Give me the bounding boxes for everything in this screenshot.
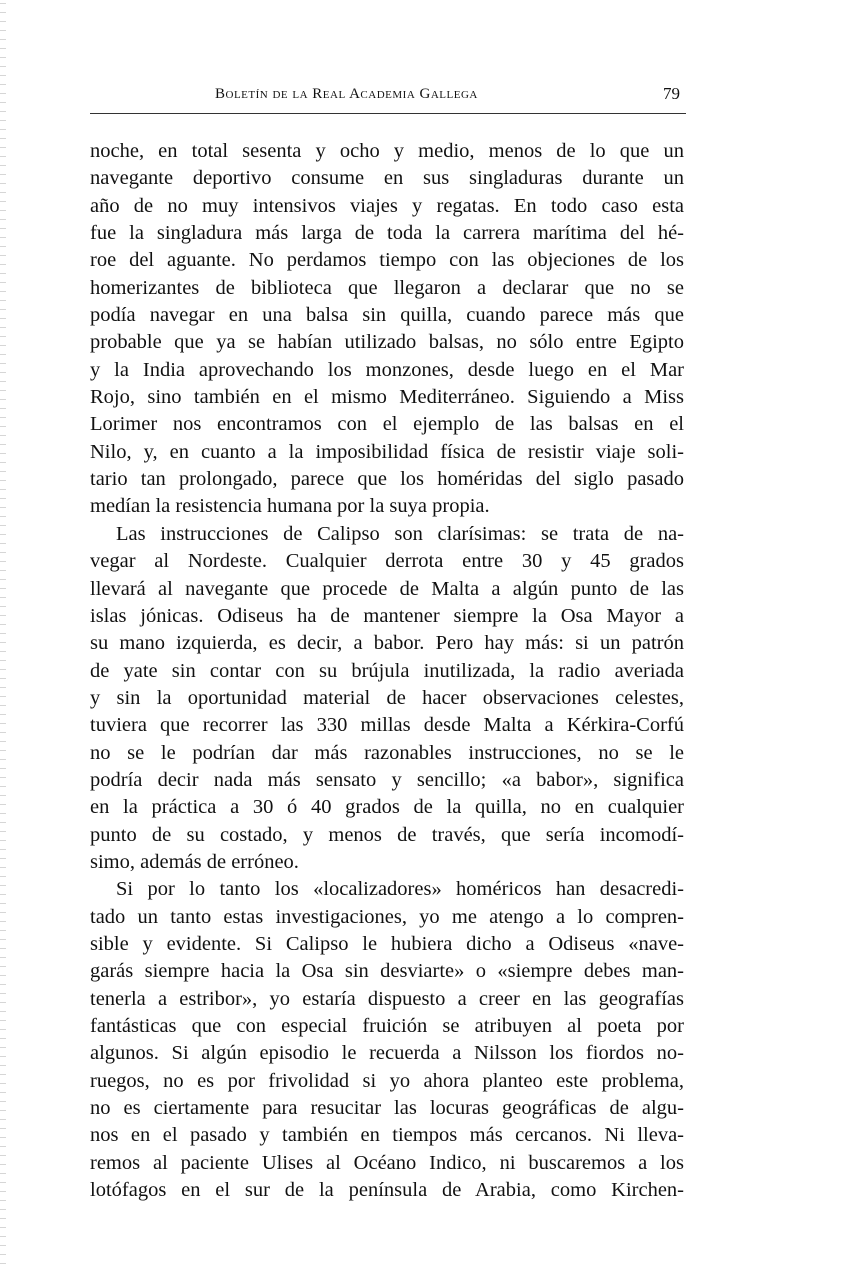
text-line: su mano izquierda, es decir, a babor. Pero hay más: si un patrón [90,632,684,655]
text-line: Nilo, y, en cuanto a la imposibilidad física de resistir viaje soli- [90,440,684,463]
text-line: nos en el pasado y también en tiempos más cercanos. Ni lleva- [90,1124,684,1147]
text-line: sible y evidente. Si Calipso le hubiera dicho a Odiseus «nave- [90,932,684,955]
text-line: Rojo, sino también en el mismo Mediterráneo. Siguiendo a Miss [90,386,684,409]
text-line: medían la resistencia humana por la suya propia. [90,495,490,518]
text-line: tuviera que recorrer las 330 millas desde Malta a Kérkira-Corfú [90,714,684,737]
text-line: homerizantes de biblioteca que llegaron a declarar que no se [90,276,684,299]
text-line: fantásticas que con especial fruición se atribuyen al poeta por [90,1015,684,1037]
text-line: podía navegar en una balsa sin quilla, cuando parece más que [90,304,684,327]
text-line: año de no muy intensivos viajes y regatas. En todo caso esta [90,194,684,217]
header-rule [90,113,686,114]
scan-edge [0,0,6,1270]
text-line: fue la singladura más larga de toda la carrera marítima del hé- [90,222,684,245]
text-line: vegar al Nordeste. Cualquier derrota entre 30 y 45 grados [90,550,684,573]
text-line: ruegos, no es por frivolidad si yo ahora planteo este problema, [90,1069,684,1092]
page-header [90,86,686,110]
text-line: garás siempre hacia la Osa sin desviarte» o «siempre debes man- [90,960,684,983]
text-line: no se le podrían dar más razonables instrucciones, no se le [90,741,684,764]
text-line: tenerla a estribor», yo estaría dispuesto a creer en las geografías [90,987,684,1010]
text-line: navegante deportivo consume en sus singladuras durante un [90,167,684,190]
text-line: de yate sin contar con su brújula inutilizada, la radio averiada [90,659,684,682]
text-line: Las instrucciones de Calipso son clarísimas: se trata de na- [116,522,684,545]
text-line: lotófagos en el sur de la península de Arabia, como Kirchen- [90,1179,684,1202]
text-line: algunos. Si algún episodio le recuerda a Nilsson los fiordos no- [90,1042,684,1065]
text-line: no es ciertamente para resucitar las locuras geográficas de algu- [90,1097,684,1120]
text-line: Lorimer nos encontramos con el ejemplo de las balsas en el [90,413,684,436]
running-title: Boletín de la Real Academia Gallega [215,86,478,102]
page-number: 79 [663,84,680,103]
text-line: y la India aprovechando los monzones, desde luego en el Mar [90,358,684,381]
text-line: noche, en total sesenta y ocho y medio, menos de lo que un [90,140,684,162]
text-line: remos al paciente Ulises al Océano Indico, ni buscaremos a los [90,1151,684,1174]
text-line: punto de su costado, y menos de través, que sería incomodí- [90,823,684,846]
text-line: roe del aguante. No perdamos tiempo con las objeciones de los [90,249,684,272]
text-line: tario tan prolongado, parece que los homéridas del siglo pasado [90,468,684,491]
text-line: simo, además de erróneo. [90,850,299,873]
text-line: islas jónicas. Odiseus ha de mantener siempre la Osa Mayor a [90,604,684,627]
text-line: y sin la oportunidad material de hacer observaciones celestes, [90,686,684,709]
body-text [90,138,684,1204]
text-line: Si por lo tanto los «localizadores» homéricos han desacredi- [116,878,684,901]
text-line: tado un tanto estas investigaciones, yo me atengo a lo compren- [90,905,684,928]
text-line: en la práctica a 30 ó 40 grados de la quilla, no en cualquier [90,796,684,819]
text-line: llevará al navegante que procede de Malta a algún punto de las [90,577,684,600]
text-line: podría decir nada más sensato y sencillo; «a babor», significa [90,768,684,791]
text-line: probable que ya se habían utilizado balsas, no sólo entre Egipto [90,331,684,354]
